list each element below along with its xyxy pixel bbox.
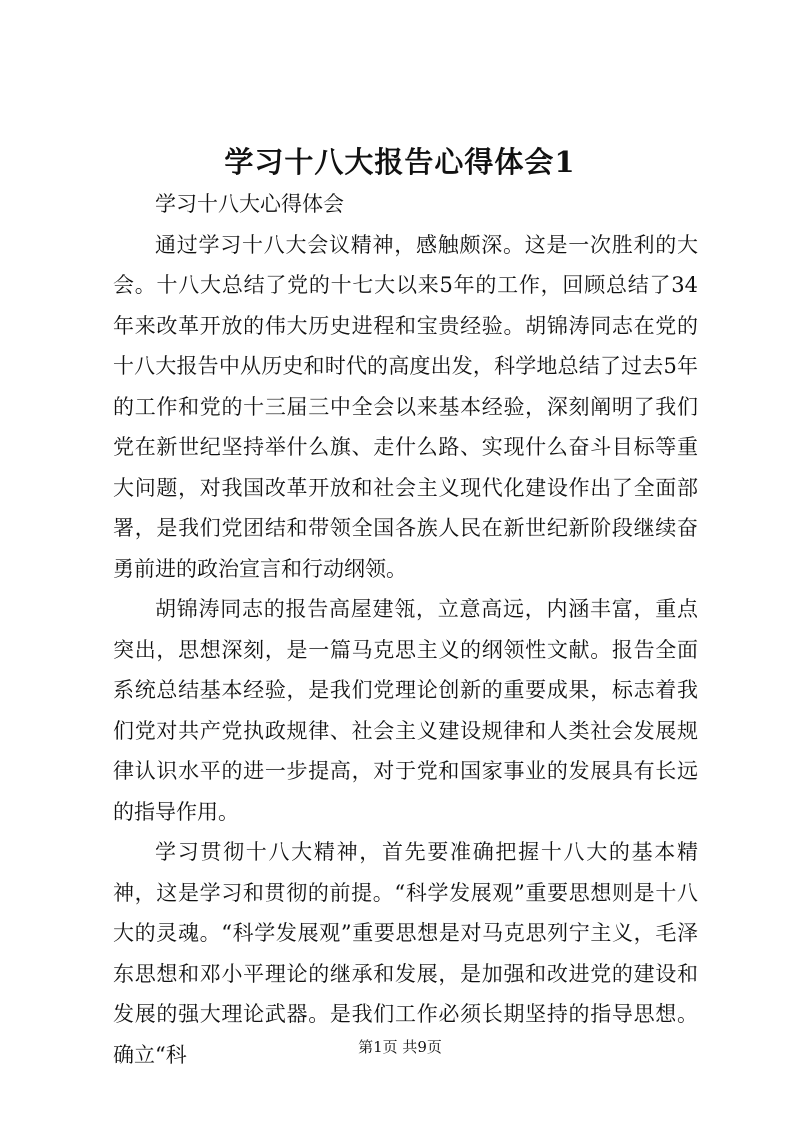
body-paragraph-3: 学习贯彻十八大精神，首先要准确把握十八大的基本精神，这是学习和贯彻的前提。“科学发展观”重要思想则是十八大的灵魂。“科学发展观”重要思想是对马克思列宁主义，毛泽东思想和邓小平理论的继承和发展，是加强和改进党的建设和发展的强大理论武器。是我们工作必须长期坚持的指导思想。确立“科 bbox=[113, 840, 698, 1067]
page-footer: 第1页 共9页 bbox=[358, 1038, 442, 1056]
subtitle-paragraph: 学习十八大心得体会 bbox=[155, 192, 344, 216]
body-paragraph-2: 胡锦涛同志的报告高屋建瓴，立意高远，内涵丰富，重点突出，思想深刻，是一篇马克思主义的纲领性文献。报告全面系统总结基本经验，是我们党理论创新的重要成果，标志着我们党对共产党执政规律、社会主义建设规律和人类社会发展规律认识水平的进一步提高，对于党和国家事业的发展具有长远的指导作用。 bbox=[113, 597, 698, 824]
document-body bbox=[113, 184, 698, 1075]
body-paragraph-1: 通过学习十八大会议精神，感触颇深。这是一次胜利的大会。十八大总结了党的十七大以来5年的工作，回顾总结了34年来改革开放的伟大历史进程和宝贵经验。胡锦涛同志在党的十八大报告中从历史和时代的高度出发，科学地总结了过去5年的工作和党的十三届三中全会以来基本经验，深刻阐明了我们党在新世纪坚持举什么旗、走什么路、实现什么奋斗目标等重大问题，对我国改革开放和社会主义现代化建设作出了全面部署，是我们党团结和带领全国各族人民在新世纪新阶段继续奋勇前进的政治宣言和行动纲领。 bbox=[113, 232, 698, 581]
document-title: 学习十八大报告心得体会1 bbox=[224, 145, 576, 179]
